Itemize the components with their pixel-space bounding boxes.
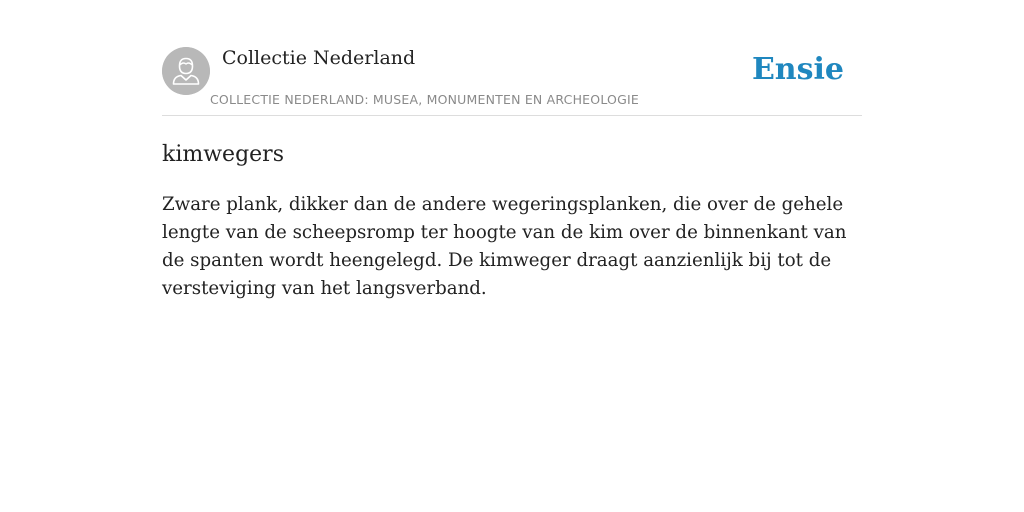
entry-term: kimwegers bbox=[162, 142, 284, 167]
author-subtitle: COLLECTIE NEDERLAND: MUSEA, MONUMENTEN EN ARCHEOLOGIE bbox=[210, 92, 639, 107]
author-name[interactable]: Collectie Nederland bbox=[222, 47, 416, 69]
definition-card bbox=[162, 46, 862, 303]
user-avatar-icon[interactable] bbox=[162, 47, 210, 95]
entry-definition: Zware plank, dikker dan de andere wegeringsplanken, die over de gehele lengte van de scheepsromp ter hoogte van de kim over de binnenkant van de spanten wordt heengelegd. De kimweger draagt aanzienlijk bij tot de versteviging van het langsverband. bbox=[162, 194, 847, 299]
ensie-logo[interactable]: Ensie bbox=[751, 52, 844, 87]
card-header bbox=[162, 46, 862, 116]
